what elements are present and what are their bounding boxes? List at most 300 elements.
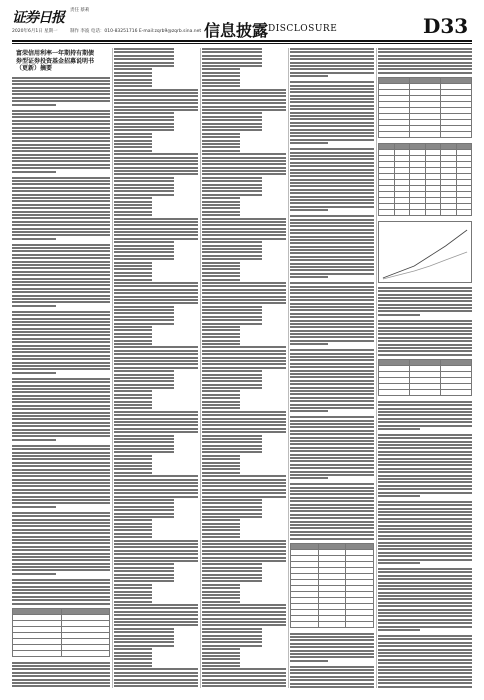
text-line	[202, 204, 240, 206]
text-line	[290, 236, 374, 238]
text-line	[12, 110, 110, 112]
text-line	[202, 618, 286, 620]
text-line	[202, 201, 240, 203]
text-line	[202, 336, 240, 338]
text-line	[378, 542, 472, 544]
text-line	[290, 320, 374, 322]
text-line	[114, 285, 198, 287]
text-line	[12, 485, 110, 487]
text-line	[378, 55, 472, 57]
text-line	[12, 579, 110, 581]
text-line	[202, 289, 286, 291]
text-line	[378, 662, 472, 664]
text-line	[202, 509, 262, 511]
text-line	[290, 135, 374, 137]
text-line	[114, 75, 152, 77]
text-line	[12, 668, 110, 670]
text-line	[114, 624, 198, 626]
text-line	[378, 615, 472, 617]
text-line	[114, 312, 174, 314]
body-text-block	[378, 48, 472, 74]
text-line	[202, 550, 286, 552]
text-line	[290, 679, 374, 681]
text-line	[202, 163, 286, 165]
text-line	[12, 328, 110, 330]
text-line	[202, 55, 262, 57]
text-line	[202, 648, 240, 650]
text-line	[114, 204, 152, 206]
text-line	[290, 400, 374, 402]
text-line	[12, 529, 110, 531]
data-table	[12, 608, 110, 657]
text-line	[114, 584, 152, 586]
text-line	[12, 563, 110, 565]
text-line	[114, 560, 198, 562]
text-line	[290, 115, 374, 117]
text-line	[290, 370, 374, 372]
text-line	[114, 621, 198, 623]
text-line	[378, 635, 472, 637]
text-line	[12, 415, 110, 417]
text-line	[12, 425, 110, 427]
text-line	[12, 465, 110, 467]
text-line	[290, 219, 374, 221]
text-line	[114, 374, 174, 376]
text-line	[12, 515, 110, 517]
text-line	[378, 645, 472, 647]
text-line	[12, 133, 110, 135]
text-column-2	[114, 48, 198, 688]
text-line	[12, 77, 110, 79]
text-line	[290, 125, 374, 127]
text-line	[290, 139, 374, 141]
text-line	[290, 206, 374, 208]
text-line	[378, 475, 472, 477]
text-line	[114, 618, 198, 620]
text-line	[378, 327, 472, 329]
text-line	[12, 93, 110, 95]
text-line	[202, 635, 262, 637]
text-line	[202, 268, 240, 270]
text-line	[202, 285, 286, 287]
text-line	[378, 605, 472, 607]
text-line	[378, 350, 472, 352]
text-line	[114, 197, 152, 199]
text-line	[378, 290, 472, 292]
text-line	[202, 228, 286, 230]
text-line	[290, 672, 374, 674]
text-line	[290, 175, 374, 177]
text-line	[114, 380, 174, 382]
text-line	[378, 652, 472, 654]
text-line	[202, 597, 240, 599]
text-line	[114, 638, 174, 640]
text-line	[290, 497, 374, 499]
text-column-3	[202, 48, 286, 688]
text-line	[202, 370, 262, 372]
text-line	[202, 245, 262, 247]
text-line	[114, 251, 174, 253]
text-line	[114, 648, 152, 650]
text-line	[12, 589, 110, 591]
text-line	[12, 592, 110, 594]
text-line	[202, 231, 286, 233]
text-line	[202, 62, 262, 64]
text-line	[290, 229, 374, 231]
text-line	[114, 594, 152, 596]
text-line	[12, 482, 110, 484]
text-line	[202, 319, 262, 321]
text-line	[290, 416, 374, 418]
text-line	[114, 685, 198, 687]
text-line	[202, 255, 262, 257]
text-line	[12, 100, 110, 102]
text-line	[12, 435, 110, 437]
text-line	[114, 326, 152, 328]
text-line	[12, 83, 110, 85]
text-line	[202, 502, 262, 504]
text-line	[12, 388, 110, 390]
section-title: 信息披露	[204, 21, 269, 40]
text-line	[290, 286, 374, 288]
text-line	[12, 261, 110, 263]
text-line	[202, 333, 240, 335]
text-line	[114, 221, 198, 223]
text-line	[12, 489, 110, 491]
text-line	[202, 95, 286, 97]
issue-date: 2020年6月1日 星期一	[12, 29, 58, 34]
text-line	[378, 441, 472, 443]
text-line	[12, 150, 110, 152]
text-line	[290, 75, 328, 77]
text-line	[114, 167, 198, 169]
text-line	[202, 374, 262, 376]
text-line	[290, 366, 374, 368]
text-line	[290, 426, 374, 428]
text-line	[202, 529, 240, 531]
text-line	[290, 215, 374, 217]
text-line	[12, 130, 110, 132]
text-line	[202, 296, 286, 298]
text-line	[202, 472, 240, 474]
text-line	[290, 299, 374, 301]
text-line	[378, 602, 472, 604]
text-line	[12, 281, 110, 283]
text-line	[378, 514, 472, 516]
text-line	[12, 331, 110, 333]
text-line	[12, 422, 110, 424]
text-line	[378, 468, 472, 470]
text-line	[12, 87, 110, 89]
text-line	[202, 184, 262, 186]
text-line	[202, 248, 262, 250]
text-line	[12, 157, 110, 159]
text-line	[202, 394, 240, 396]
text-line	[290, 202, 374, 204]
text-line	[290, 373, 374, 375]
text-line	[290, 510, 374, 512]
text-line	[378, 629, 420, 631]
text-line	[290, 276, 328, 278]
text-line	[202, 489, 286, 491]
text-line	[114, 48, 174, 50]
text-line	[114, 536, 152, 538]
text-line	[114, 190, 174, 192]
text-line	[114, 455, 152, 457]
text-line	[114, 177, 174, 179]
text-line	[202, 574, 262, 576]
text-line	[12, 455, 110, 457]
text-line	[114, 143, 152, 145]
text-line	[202, 214, 240, 216]
text-line	[290, 410, 328, 412]
text-line	[12, 372, 56, 374]
text-line	[290, 101, 374, 103]
text-line	[290, 306, 374, 308]
text-line	[290, 443, 374, 445]
text-line	[290, 192, 374, 194]
text-line	[12, 244, 110, 246]
text-line	[378, 592, 472, 594]
text-line	[12, 254, 110, 256]
text-line	[290, 142, 328, 144]
text-line	[290, 189, 374, 191]
text-column-4	[290, 48, 374, 688]
text-line	[202, 458, 240, 460]
text-line	[114, 187, 174, 189]
text-line	[290, 660, 328, 662]
text-line	[290, 457, 374, 459]
text-line	[114, 499, 174, 501]
text-line	[202, 180, 262, 182]
text-line	[202, 594, 240, 596]
text-line	[378, 314, 420, 316]
text-line	[378, 464, 472, 466]
text-line	[290, 330, 374, 332]
text-line	[12, 675, 110, 677]
text-line	[114, 255, 174, 257]
text-line	[114, 451, 174, 453]
text-line	[378, 408, 472, 410]
text-line	[12, 167, 110, 169]
text-line	[378, 682, 472, 684]
text-line	[114, 170, 198, 172]
text-line	[202, 475, 286, 477]
text-line	[202, 611, 286, 613]
text-line	[290, 440, 374, 442]
text-line	[114, 390, 152, 392]
text-line	[12, 475, 110, 477]
text-line	[378, 51, 472, 53]
text-line	[12, 496, 110, 498]
text-line	[114, 401, 152, 403]
text-line	[202, 570, 262, 572]
text-line	[202, 435, 262, 437]
text-line	[202, 397, 240, 399]
text-line	[290, 225, 374, 227]
text-line	[202, 238, 286, 240]
text-line	[12, 234, 110, 236]
text-line	[202, 587, 240, 589]
text-line	[114, 126, 174, 128]
contact-line: 制作 李波 电话：010-83251716 E-mail:zqrb9@zqrb.sina.net	[70, 29, 202, 34]
text-line	[114, 519, 152, 521]
text-line	[114, 658, 152, 660]
text-line	[12, 123, 110, 125]
text-line	[114, 92, 198, 94]
text-line	[290, 653, 374, 655]
table-cell	[410, 209, 426, 215]
text-line	[114, 184, 174, 186]
text-line	[114, 350, 198, 352]
text-line	[202, 157, 286, 159]
text-line	[290, 273, 374, 275]
text-line	[114, 543, 198, 545]
table-row	[379, 209, 472, 215]
text-line	[290, 514, 374, 516]
text-line	[114, 523, 152, 525]
text-line	[12, 355, 110, 357]
text-line	[290, 292, 374, 294]
text-line	[202, 329, 240, 331]
text-line	[378, 425, 472, 427]
text-line	[114, 502, 174, 504]
text-line	[202, 65, 262, 67]
text-line	[12, 127, 110, 129]
text-line	[202, 543, 286, 545]
text-line	[202, 177, 262, 179]
text-column-5	[378, 48, 472, 688]
text-line	[12, 448, 110, 450]
text-line	[12, 160, 110, 162]
text-line	[12, 586, 110, 588]
text-line	[114, 597, 152, 599]
text-line	[202, 350, 286, 352]
text-line	[114, 475, 198, 477]
text-line	[114, 435, 174, 437]
text-line	[202, 136, 240, 138]
text-line	[114, 645, 174, 647]
text-line	[290, 132, 374, 134]
text-line	[202, 604, 286, 606]
text-line	[114, 106, 198, 108]
text-line	[114, 468, 152, 470]
text-line	[114, 329, 152, 331]
text-line	[378, 568, 472, 570]
text-line	[202, 187, 262, 189]
text-line	[114, 129, 174, 131]
text-line	[12, 525, 110, 527]
text-line	[114, 506, 174, 508]
text-line	[12, 358, 110, 360]
table-cell	[346, 621, 374, 627]
text-line	[114, 652, 152, 654]
text-line	[12, 502, 110, 504]
text-line	[378, 495, 420, 497]
text-line	[290, 359, 374, 361]
text-line	[202, 292, 286, 294]
text-line	[12, 546, 110, 548]
text-line	[378, 676, 472, 678]
text-line	[202, 479, 286, 481]
text-line	[114, 309, 174, 311]
text-line	[290, 169, 374, 171]
table-cell	[410, 131, 441, 137]
text-line	[378, 518, 472, 520]
text-line	[290, 313, 374, 315]
text-line	[202, 119, 262, 121]
text-line	[114, 458, 152, 460]
text-line	[378, 404, 472, 406]
text-line	[114, 567, 174, 569]
text-line	[290, 656, 374, 658]
text-line	[202, 265, 240, 267]
text-line	[114, 228, 198, 230]
text-line	[114, 340, 152, 342]
text-line	[114, 557, 198, 559]
text-line	[290, 393, 374, 395]
text-line	[290, 467, 374, 469]
text-line	[378, 68, 472, 70]
page-number: D33	[423, 14, 469, 38]
text-line	[202, 99, 286, 101]
text-line	[378, 454, 472, 456]
text-line	[12, 298, 110, 300]
text-line	[378, 478, 472, 480]
text-line	[114, 526, 152, 528]
text-line	[202, 580, 262, 582]
text-line	[378, 337, 472, 339]
text-line	[202, 468, 240, 470]
text-line	[202, 58, 262, 60]
text-line	[202, 536, 240, 538]
text-line	[114, 68, 152, 70]
text-line	[12, 257, 110, 259]
text-line	[114, 102, 198, 104]
text-line	[290, 72, 374, 74]
text-line	[12, 542, 110, 544]
text-line	[202, 607, 286, 609]
text-line	[378, 575, 472, 577]
text-line	[12, 221, 110, 223]
text-line	[114, 662, 152, 664]
text-line	[12, 549, 110, 551]
article-title: 富荣信用利率一年期持有期债券型证券投资基金招募说明书（更新）摘要	[16, 50, 95, 72]
text-line	[12, 566, 110, 568]
text-line	[378, 294, 472, 296]
text-line	[114, 62, 174, 64]
text-line	[114, 58, 174, 60]
text-line	[202, 133, 240, 135]
text-line	[12, 412, 110, 414]
text-line	[12, 284, 110, 286]
text-line	[202, 340, 240, 342]
text-line	[378, 545, 472, 547]
text-line	[114, 89, 198, 91]
text-line	[202, 455, 240, 457]
text-line	[114, 336, 152, 338]
text-line	[114, 550, 198, 552]
text-line	[114, 482, 198, 484]
text-line	[12, 395, 110, 397]
text-line	[114, 591, 152, 593]
text-line	[202, 526, 240, 528]
text-line	[378, 511, 472, 513]
text-line	[378, 287, 472, 289]
text-line	[290, 464, 374, 466]
text-line	[202, 540, 286, 542]
text-line	[202, 173, 286, 175]
